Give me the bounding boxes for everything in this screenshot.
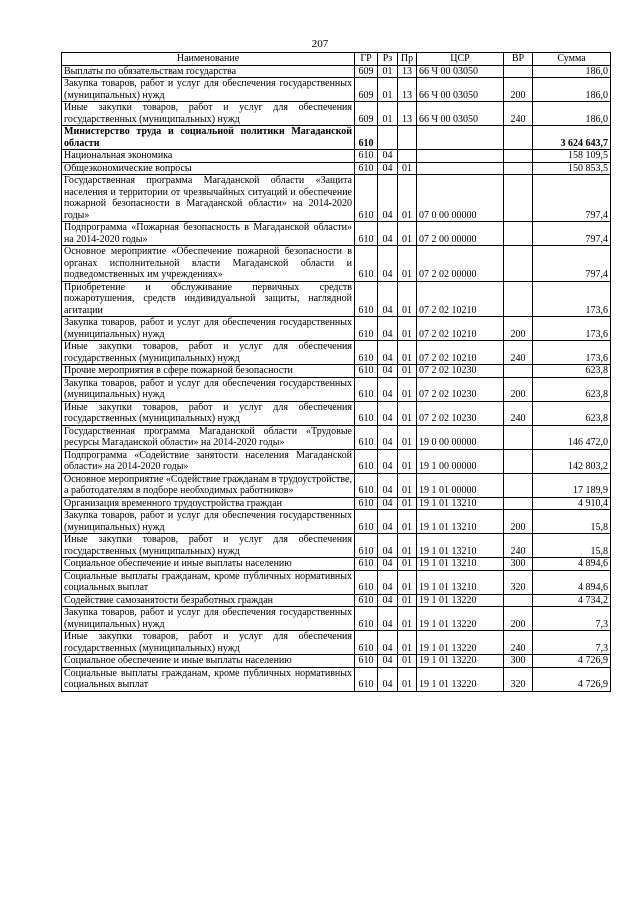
cell-name: Социальное обеспечение и иные выплаты населению xyxy=(62,655,355,668)
cell-rz: 04 xyxy=(378,594,398,607)
cell-name: Организация временного трудоустройства граждан xyxy=(62,497,355,510)
table-row xyxy=(62,102,611,126)
cell-sum: 4 894,6 xyxy=(533,558,611,571)
cell-gr: 609 xyxy=(355,102,378,126)
cell-rz: 04 xyxy=(378,449,398,473)
cell-vr xyxy=(504,473,533,497)
cell-gr: 610 xyxy=(355,534,378,558)
table-row xyxy=(62,175,611,222)
table-row xyxy=(62,473,611,497)
cell-vr: 240 xyxy=(504,631,533,655)
cell-gr: 610 xyxy=(355,558,378,571)
cell-pr: 01 xyxy=(398,401,417,425)
cell-rz: 04 xyxy=(378,317,398,341)
cell-sum: 4 726,9 xyxy=(533,667,611,691)
cell-vr: 320 xyxy=(504,570,533,594)
cell-name: Иные закупки товаров, работ и услуг для обеспечения государственных (муниципальных) нужд xyxy=(62,401,355,425)
cell-rz: 04 xyxy=(378,425,398,449)
cell-pr: 01 xyxy=(398,377,417,401)
cell-csr: 19 0 00 00000 xyxy=(417,425,504,449)
cell-vr xyxy=(504,65,533,78)
cell-csr: 07 2 02 10210 xyxy=(417,341,504,365)
table-row xyxy=(62,534,611,558)
cell-pr xyxy=(398,126,417,150)
cell-csr: 19 1 01 13210 xyxy=(417,497,504,510)
cell-csr: 19 1 01 13220 xyxy=(417,655,504,668)
cell-gr: 610 xyxy=(355,570,378,594)
cell-vr: 240 xyxy=(504,341,533,365)
cell-name: Общеэкономические вопросы xyxy=(62,162,355,175)
table-row xyxy=(62,126,611,150)
cell-gr: 610 xyxy=(355,449,378,473)
cell-gr: 610 xyxy=(355,510,378,534)
cell-rz: 04 xyxy=(378,667,398,691)
cell-csr: 19 1 01 13210 xyxy=(417,534,504,558)
cell-name: Закупка товаров, работ и услуг для обеспечения государственных (муниципальных) нужд xyxy=(62,78,355,102)
cell-pr: 01 xyxy=(398,425,417,449)
cell-csr xyxy=(417,162,504,175)
cell-sum: 186,0 xyxy=(533,102,611,126)
cell-rz xyxy=(378,126,398,150)
cell-vr: 200 xyxy=(504,78,533,102)
cell-vr xyxy=(504,281,533,317)
column-header-sum: Сумма xyxy=(533,53,611,66)
cell-csr: 07 2 02 00000 xyxy=(417,246,504,282)
cell-name: Закупка товаров, работ и услуг для обеспечения государственных (муниципальных) нужд xyxy=(62,607,355,631)
cell-csr: 07 2 02 10230 xyxy=(417,401,504,425)
cell-sum: 3 624 643,7 xyxy=(533,126,611,150)
cell-csr: 07 2 02 10210 xyxy=(417,281,504,317)
cell-name: Закупка товаров, работ и услуг для обеспечения государственных (муниципальных) нужд xyxy=(62,510,355,534)
cell-gr: 610 xyxy=(355,222,378,246)
cell-rz: 04 xyxy=(378,377,398,401)
cell-name: Приобретение и обслуживание первичных средств пожаротушения, средств индивидуальной защиты, наглядной агитации xyxy=(62,281,355,317)
cell-csr: 19 1 01 00000 xyxy=(417,473,504,497)
table-row xyxy=(62,341,611,365)
cell-pr: 01 xyxy=(398,655,417,668)
cell-name: Министерство труда и социальной политики Магаданской области xyxy=(62,126,355,150)
table-row xyxy=(62,281,611,317)
cell-name: Социальные выплаты гражданам, кроме публичных нормативных социальных выплат xyxy=(62,570,355,594)
cell-sum: 150 853,5 xyxy=(533,162,611,175)
cell-gr: 610 xyxy=(355,425,378,449)
table-row xyxy=(62,317,611,341)
cell-vr: 240 xyxy=(504,534,533,558)
cell-sum: 4 910,4 xyxy=(533,497,611,510)
table-row xyxy=(62,594,611,607)
table-row xyxy=(62,497,611,510)
cell-vr xyxy=(504,162,533,175)
cell-csr: 19 1 01 13220 xyxy=(417,607,504,631)
table-header-row xyxy=(62,53,611,66)
cell-name: Социальное обеспечение и иные выплаты населению xyxy=(62,558,355,571)
cell-name: Подпрограмма «Содействие занятости населения Магаданской области» на 2014-2020 годы» xyxy=(62,449,355,473)
cell-csr: 19 1 01 13210 xyxy=(417,570,504,594)
cell-sum: 17 189,9 xyxy=(533,473,611,497)
budget-table xyxy=(61,52,611,692)
cell-rz: 04 xyxy=(378,246,398,282)
cell-sum: 173,6 xyxy=(533,281,611,317)
cell-gr: 610 xyxy=(355,175,378,222)
cell-pr: 01 xyxy=(398,667,417,691)
cell-csr: 19 1 01 13210 xyxy=(417,558,504,571)
column-header-pr: Пр xyxy=(398,53,417,66)
cell-csr: 19 1 01 13220 xyxy=(417,631,504,655)
cell-rz: 04 xyxy=(378,570,398,594)
table-row xyxy=(62,510,611,534)
cell-vr xyxy=(504,175,533,222)
cell-rz: 04 xyxy=(378,631,398,655)
cell-csr: 66 Ч 00 03050 xyxy=(417,102,504,126)
table-row xyxy=(62,78,611,102)
cell-name: Иные закупки товаров, работ и услуг для обеспечения государственных (муниципальных) нужд xyxy=(62,631,355,655)
cell-pr: 01 xyxy=(398,510,417,534)
table-row xyxy=(62,377,611,401)
cell-sum: 797,4 xyxy=(533,222,611,246)
table-row xyxy=(62,65,611,78)
cell-sum: 623,8 xyxy=(533,401,611,425)
cell-pr: 13 xyxy=(398,102,417,126)
cell-name: Социальные выплаты гражданам, кроме публичных нормативных социальных выплат xyxy=(62,667,355,691)
cell-gr: 610 xyxy=(355,365,378,378)
cell-rz: 04 xyxy=(378,341,398,365)
cell-gr: 610 xyxy=(355,631,378,655)
cell-gr: 610 xyxy=(355,150,378,163)
cell-vr xyxy=(504,222,533,246)
cell-vr: 200 xyxy=(504,510,533,534)
cell-sum: 186,0 xyxy=(533,78,611,102)
cell-gr: 610 xyxy=(355,473,378,497)
cell-gr: 609 xyxy=(355,65,378,78)
cell-pr: 01 xyxy=(398,534,417,558)
cell-rz: 04 xyxy=(378,655,398,668)
cell-csr xyxy=(417,150,504,163)
cell-pr: 01 xyxy=(398,594,417,607)
cell-sum: 146 472,0 xyxy=(533,425,611,449)
cell-pr: 01 xyxy=(398,162,417,175)
table-row xyxy=(62,425,611,449)
table-row xyxy=(62,401,611,425)
cell-gr: 610 xyxy=(355,401,378,425)
cell-csr: 19 1 01 13210 xyxy=(417,510,504,534)
cell-vr: 200 xyxy=(504,377,533,401)
cell-rz: 04 xyxy=(378,607,398,631)
cell-pr: 01 xyxy=(398,631,417,655)
cell-sum: 623,8 xyxy=(533,365,611,378)
cell-name: Подпрограмма «Пожарная безопасность в Магаданской области» на 2014-2020 годы» xyxy=(62,222,355,246)
cell-name: Основное мероприятие «Обеспечение пожарной безопасности в органах исполнительной власти Магаданской области и подведомственных им учреждениях» xyxy=(62,246,355,282)
cell-csr: 07 2 02 10210 xyxy=(417,317,504,341)
cell-vr: 200 xyxy=(504,607,533,631)
cell-name: Выплаты по обязательствам государства xyxy=(62,65,355,78)
cell-gr: 610 xyxy=(355,667,378,691)
cell-sum: 173,6 xyxy=(533,317,611,341)
cell-pr: 01 xyxy=(398,365,417,378)
cell-rz: 04 xyxy=(378,175,398,222)
cell-sum: 4 726,9 xyxy=(533,655,611,668)
cell-gr: 610 xyxy=(355,497,378,510)
cell-name: Закупка товаров, работ и услуг для обеспечения государственных (муниципальных) нужд xyxy=(62,377,355,401)
cell-name: Содействие самозанятости безработных граждан xyxy=(62,594,355,607)
column-header-gr: ГР xyxy=(355,53,378,66)
table-row xyxy=(62,607,611,631)
cell-pr: 01 xyxy=(398,341,417,365)
cell-vr: 240 xyxy=(504,102,533,126)
cell-sum: 173,6 xyxy=(533,341,611,365)
cell-pr: 01 xyxy=(398,570,417,594)
cell-sum: 623,8 xyxy=(533,377,611,401)
cell-rz: 04 xyxy=(378,558,398,571)
cell-sum: 158 109,5 xyxy=(533,150,611,163)
cell-rz: 01 xyxy=(378,65,398,78)
cell-gr: 610 xyxy=(355,126,378,150)
cell-rz: 04 xyxy=(378,365,398,378)
cell-gr: 610 xyxy=(355,162,378,175)
cell-vr xyxy=(504,425,533,449)
cell-rz: 04 xyxy=(378,162,398,175)
table-row xyxy=(62,558,611,571)
cell-pr: 13 xyxy=(398,65,417,78)
page-number: 207 xyxy=(311,38,329,50)
cell-vr: 320 xyxy=(504,667,533,691)
cell-csr: 07 2 02 10230 xyxy=(417,365,504,378)
cell-csr: 07 2 02 10230 xyxy=(417,377,504,401)
cell-rz: 04 xyxy=(378,401,398,425)
column-header-name: Наименование xyxy=(62,53,355,66)
cell-gr: 609 xyxy=(355,78,378,102)
cell-vr: 300 xyxy=(504,655,533,668)
cell-vr: 200 xyxy=(504,317,533,341)
table-row xyxy=(62,162,611,175)
cell-pr: 01 xyxy=(398,558,417,571)
cell-rz: 04 xyxy=(378,150,398,163)
cell-csr: 66 Ч 00 03050 xyxy=(417,78,504,102)
cell-gr: 610 xyxy=(355,377,378,401)
cell-csr: 07 2 00 00000 xyxy=(417,222,504,246)
cell-sum: 797,4 xyxy=(533,175,611,222)
cell-pr: 01 xyxy=(398,281,417,317)
cell-pr: 01 xyxy=(398,222,417,246)
cell-pr: 01 xyxy=(398,607,417,631)
cell-name: Иные закупки товаров, работ и услуг для обеспечения государственных (муниципальных) нужд xyxy=(62,341,355,365)
cell-csr: 66 Ч 00 03050 xyxy=(417,65,504,78)
table-row xyxy=(62,655,611,668)
cell-pr: 01 xyxy=(398,175,417,222)
cell-rz: 04 xyxy=(378,473,398,497)
cell-pr: 01 xyxy=(398,449,417,473)
cell-vr xyxy=(504,126,533,150)
cell-vr xyxy=(504,497,533,510)
column-header-vr: ВР xyxy=(504,53,533,66)
cell-rz: 04 xyxy=(378,222,398,246)
cell-sum: 4 734,2 xyxy=(533,594,611,607)
cell-rz: 04 xyxy=(378,281,398,317)
cell-pr: 01 xyxy=(398,317,417,341)
cell-vr xyxy=(504,246,533,282)
cell-sum: 15,8 xyxy=(533,510,611,534)
cell-gr: 610 xyxy=(355,246,378,282)
table-row xyxy=(62,570,611,594)
cell-rz: 04 xyxy=(378,510,398,534)
cell-sum: 7,3 xyxy=(533,607,611,631)
cell-name: Иные закупки товаров, работ и услуг для обеспечения государственных (муниципальных) нужд xyxy=(62,102,355,126)
cell-pr: 01 xyxy=(398,246,417,282)
cell-gr: 610 xyxy=(355,594,378,607)
cell-name: Закупка товаров, работ и услуг для обеспечения государственных (муниципальных) нужд xyxy=(62,317,355,341)
cell-name: Национальная экономика xyxy=(62,150,355,163)
cell-vr xyxy=(504,365,533,378)
cell-name: Иные закупки товаров, работ и услуг для обеспечения государственных (муниципальных) нужд xyxy=(62,534,355,558)
cell-gr: 610 xyxy=(355,341,378,365)
table-body xyxy=(62,65,611,691)
cell-gr: 610 xyxy=(355,655,378,668)
cell-vr: 240 xyxy=(504,401,533,425)
cell-vr xyxy=(504,449,533,473)
table-row xyxy=(62,365,611,378)
cell-csr xyxy=(417,126,504,150)
cell-sum: 4 894,6 xyxy=(533,570,611,594)
cell-rz: 04 xyxy=(378,534,398,558)
cell-rz: 01 xyxy=(378,78,398,102)
cell-sum: 186,0 xyxy=(533,65,611,78)
cell-rz: 04 xyxy=(378,497,398,510)
table-row xyxy=(62,667,611,691)
cell-sum: 7,3 xyxy=(533,631,611,655)
cell-gr: 610 xyxy=(355,607,378,631)
table-row xyxy=(62,631,611,655)
cell-csr: 19 1 00 00000 xyxy=(417,449,504,473)
cell-name: Государственная программа Магаданской области «Защита населения и территории от чрезвычайных ситуаций и обеспечение пожарной безопасности в Магаданской области» на 2014-2020 годы» xyxy=(62,175,355,222)
cell-vr: 300 xyxy=(504,558,533,571)
table-row xyxy=(62,150,611,163)
cell-vr xyxy=(504,150,533,163)
column-header-csr: ЦСР xyxy=(417,53,504,66)
cell-csr: 07 0 00 00000 xyxy=(417,175,504,222)
cell-name: Прочие мероприятия в сфере пожарной безопасности xyxy=(62,365,355,378)
cell-gr: 610 xyxy=(355,317,378,341)
column-header-rz: Рз xyxy=(378,53,398,66)
cell-csr: 19 1 01 13220 xyxy=(417,667,504,691)
cell-pr: 01 xyxy=(398,497,417,510)
cell-sum: 142 803,2 xyxy=(533,449,611,473)
cell-pr: 01 xyxy=(398,473,417,497)
table-row xyxy=(62,222,611,246)
cell-sum: 797,4 xyxy=(533,246,611,282)
table-row xyxy=(62,449,611,473)
cell-pr: 13 xyxy=(398,78,417,102)
table-row xyxy=(62,246,611,282)
cell-csr: 19 1 01 13220 xyxy=(417,594,504,607)
cell-sum: 15,8 xyxy=(533,534,611,558)
cell-pr xyxy=(398,150,417,163)
cell-vr xyxy=(504,594,533,607)
cell-name: Государственная программа Магаданской области «Трудовые ресурсы Магаданской области» на 2014-2020 годы» xyxy=(62,425,355,449)
cell-rz: 01 xyxy=(378,102,398,126)
cell-name: Основное мероприятие «Содействие гражданам в трудоустройстве, а работодателям в подборе необходимых работников» xyxy=(62,473,355,497)
cell-gr: 610 xyxy=(355,281,378,317)
